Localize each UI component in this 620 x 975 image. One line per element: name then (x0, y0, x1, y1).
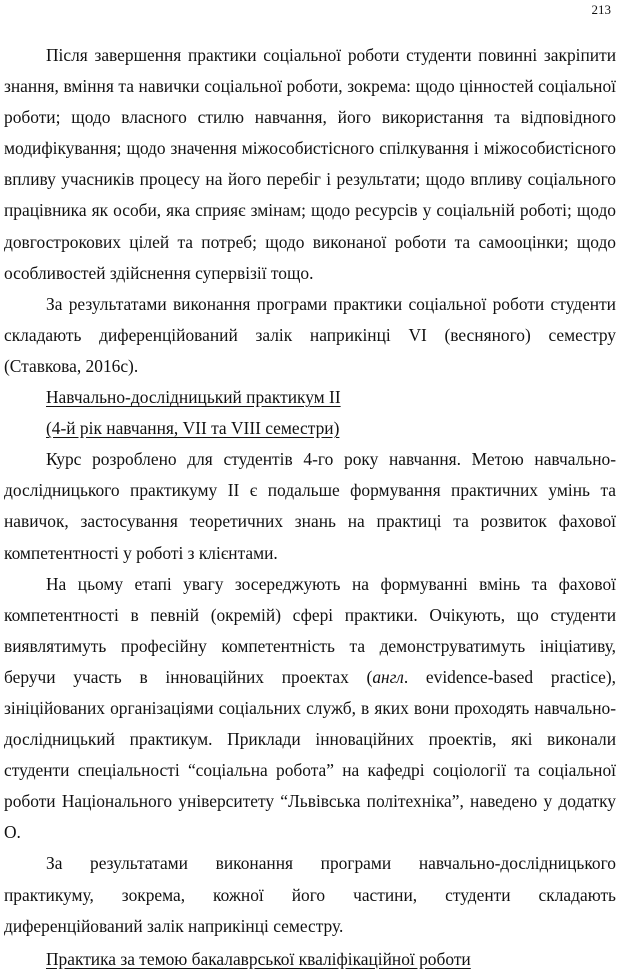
document-body (4, 40, 616, 975)
paragraph-course-goal: Курс розроблено для студентів 4-го року навчання. Метою навчально-дослідницького практикуму II є подальше формування практичних умінь та навичок, застосування теоретичних знань на практиці та розвиток фахової компетентності у роботі з клієнтами. (4, 449, 616, 563)
paragraph-practicum-assessment: За результатами виконання програми навчально-дослідницького практикуму, зокрема, кожної його частини, студенти складають диференційований залік наприкінці семестру. (4, 853, 616, 936)
p4-text-after: . evidence-based practice), зініційованих організаціями соціальних служб, в яких вони проходять навчально-дослідницький практикум. Приклади інноваційних проектів, які виконали студенти спеціальності “соціальна робота” на кафедрі соціології та соціальної роботи Національного університету “Львівська політехніка”, наведено у додатку О. (4, 666, 617, 843)
paragraph-innovation-projects (4, 569, 616, 849)
heading-practicum-subtitle: (4-й рік навчання, VII та VIII семестри) (46, 418, 340, 439)
p4-text-before: На цьому етапі увагу зосереджують на формуванні вмінь та фахової компетентності в певній (окремій) сфері практики. Очікують, що студенти виявлятимуть професійну компетентність та демонструватимуть ініціативу, беручи участь в інноваційних проектах ( (4, 573, 616, 687)
page-number: 213 (591, 2, 611, 17)
paragraph-practice-outcomes: Після завершення практики соціальної роботи студенти повинні закріпити знання, вміння та навички соціальної роботи, зокрема: щодо цінностей соціальної роботи; щодо власного стилю навчання, його використання та відповідного модифікування; щодо значення міжособистісного спілкування і міжособистісного впливу учасників процесу на його перебіг і результати; щодо впливу соціального працівника як особи, яка сприяє змінам; щодо ресурсів у соціальній роботі; щодо довгострокових цілей та потреб; щодо виконаної роботи та самооцінки; щодо особливостей здійснення супервізії тощо. (4, 45, 616, 283)
heading-practicum-title: Навчально-дослідницький практикум II (46, 387, 341, 408)
p4-italic-term: англ (372, 666, 404, 687)
paragraph-practice-assessment: За результатами виконання програми практики соціальної роботи студенти складають диференційований залік наприкінці VI (весняного) семестру (Ставкова, 2016c). (4, 293, 616, 376)
heading-thesis-practice: Практика за темою бакалаврської кваліфікаційної роботи (46, 948, 471, 969)
